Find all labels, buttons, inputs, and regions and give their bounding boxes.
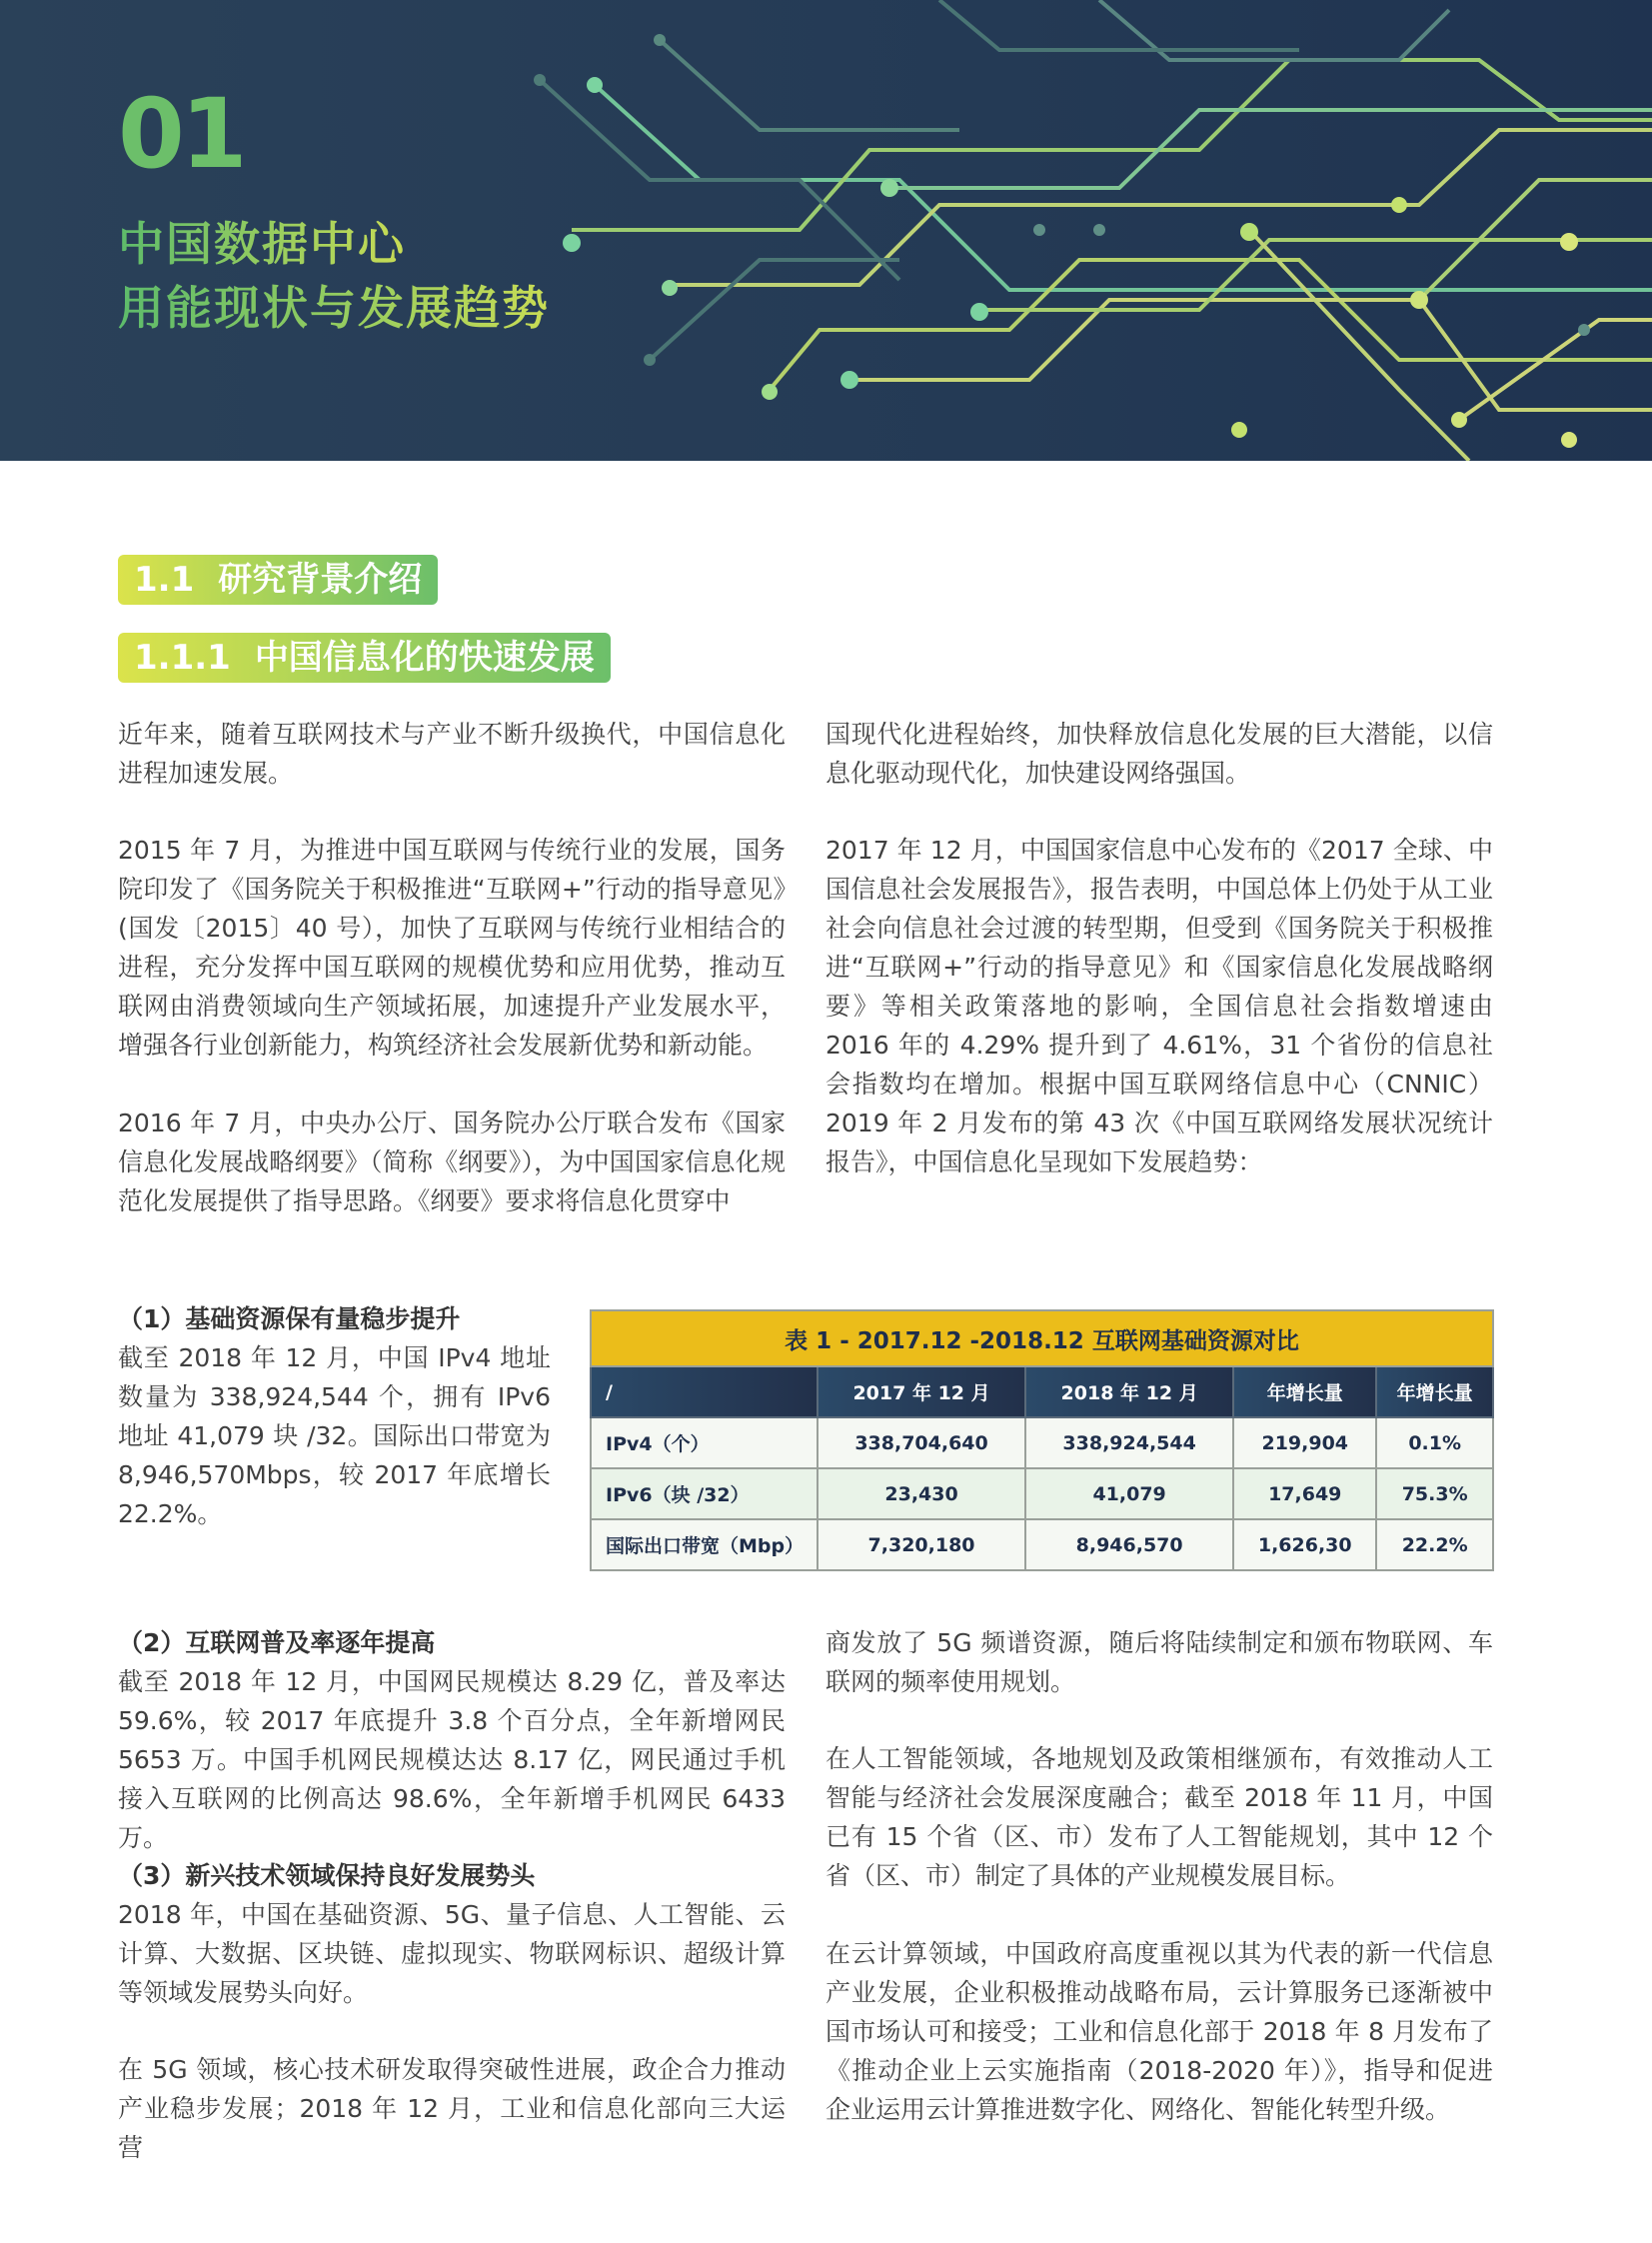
chapter-title-line1: 中国数据中心 bbox=[118, 208, 406, 274]
table-cell: IPv4（个） bbox=[591, 1417, 818, 1468]
trend2-heading: （2）互联网普及率逐年提高 bbox=[118, 1628, 436, 1657]
section-badge-1-1-1 bbox=[118, 633, 611, 683]
left-paragraph-2: 2015 年 7 月，为推进中国互联网与传统行业的发展，国务院印发了《国务院关于积极推进“互联网+”行动的指导意见》(国发〔2015〕40 号），加快了互联网与传统行业相结合的进程，充分发挥中国互联网的规模优势和应用优势，推动互联网由消费领域向生产领域拓展，加速提升产业发展水平，增强各行业创新能力，构筑经济社会发展新优势和新动能。 bbox=[118, 836, 786, 1060]
right-paragraph-2: 2017 年 12 月，中国国家信息中心发布的《2017 全球、中国信息社会发展报告》，报告表明，中国总体上仍处于从工业社会向信息社会过渡的转型期，但受到《国务院关于积极推进“互联网+”行动的指导意见》和《国家信息化发展战略纲要》等相关政策落地的影响，全国信息社会指数增速由 2016 年的 4.29% 提升到了 4.61%，31 个省份的信息社会指数均在增加。根据中国互联网络信息中心（CNNIC）2019 年 2 月发布的第 43 次《中国互联网络发展状况统计报告》，中国信息化呈现如下发展趋势： bbox=[826, 836, 1493, 1176]
table-cell: 国际出口带宽（Mbp） bbox=[591, 1519, 818, 1570]
chapter-header bbox=[0, 0, 1652, 461]
cloud-paragraph: 在云计算领域，中国政府高度重视以其为代表的新一代信息产业发展，企业积极推动战略布局，云计算服务已逐渐被中国市场认可和接受；工业和信息化部于 2018 年 8 月发布了《推动企业上云实施指南（2018-2020 年）》，指导和促进企业运用云计算推进数字化、网络化、智能化转型升级。 bbox=[826, 1939, 1493, 2124]
table-cell: 7,320,180 bbox=[818, 1519, 1025, 1570]
section-title: 中国信息化的快速发展 bbox=[254, 638, 595, 678]
table-cell: 1,626,30 bbox=[1233, 1519, 1376, 1570]
left-paragraph-3: 2016 年 7 月，中央办公厅、国务院办公厅联合发布《国家信息化发展战略纲要》（简称《纲要》），为中国国家信息化规范化发展提供了指导思路。《纲要》要求将信息化贯穿中 bbox=[118, 1109, 786, 1215]
trend3-text: 2018 年，中国在基础资源、5G、量子信息、人工智能、云计算、大数据、区块链、虚拟现实、物联网标识、超级计算等领域发展势头向好。 bbox=[118, 1900, 786, 2007]
section-number: 1.1.1 bbox=[134, 638, 231, 678]
trend1-text: 截至 2018 年 12 月，中国 IPv4 地址数量为 338,924,544 个，拥有 IPv6 地址 41,079 块 /32。国际出口带宽为 8,946,570Mbps，较 2017 年底增长 22.2%。 bbox=[118, 1343, 551, 1528]
table-header: / bbox=[591, 1366, 818, 1417]
table-cell: 0.1% bbox=[1376, 1417, 1493, 1468]
table-cell: 338,924,544 bbox=[1025, 1417, 1233, 1468]
table-cell: 338,704,640 bbox=[818, 1417, 1025, 1468]
section-title: 研究背景介绍 bbox=[218, 560, 423, 600]
5g-paragraph: 在 5G 领域，核心技术研发取得突破性进展，政企合力推动产业稳步发展；2018 年 12 月，工业和信息化部向三大运营 bbox=[118, 2055, 786, 2162]
section-number: 1.1 bbox=[134, 560, 195, 600]
table-header: 2017 年 12 月 bbox=[818, 1366, 1025, 1417]
table-header: 2018 年 12 月 bbox=[1025, 1366, 1233, 1417]
table-cell: 23,430 bbox=[818, 1468, 1025, 1519]
table-cell: 219,904 bbox=[1233, 1417, 1376, 1468]
table-cell: 41,079 bbox=[1025, 1468, 1233, 1519]
right2-paragraph-1: 商发放了 5G 频谱资源，随后将陆续制定和颁布物联网、车联网的频率使用规划。 bbox=[826, 1628, 1493, 1696]
chapter-number: 01 bbox=[118, 78, 244, 190]
table-cell: 17,649 bbox=[1233, 1468, 1376, 1519]
left-paragraph-1: 近年来，随着互联网技术与产业不断升级换代，中国信息化进程加速发展。 bbox=[118, 720, 786, 788]
table-caption: 表 1 - 2017.12 -2018.12 互联网基础资源对比 bbox=[591, 1310, 1493, 1366]
right-paragraph-1: 国现代化进程始终，加快释放信息化发展的巨大潜能，以信息化驱动现代化，加快建设网络强国。 bbox=[826, 720, 1493, 788]
resource-comparison-table bbox=[590, 1309, 1494, 1571]
table-row bbox=[591, 1417, 1493, 1468]
table-cell: 8,946,570 bbox=[1025, 1519, 1233, 1570]
table-row bbox=[591, 1468, 1493, 1519]
trend1-heading: （1）基础资源保有量稳步提升 bbox=[118, 1304, 461, 1333]
table-header: 年增长量 bbox=[1233, 1366, 1376, 1417]
trend3-heading: （3）新兴技术领域保持良好发展势头 bbox=[118, 1861, 536, 1890]
table-cell: IPv6（块 /32） bbox=[591, 1468, 818, 1519]
table-header: 年增长量 bbox=[1376, 1366, 1493, 1417]
section-badge-1-1 bbox=[118, 555, 438, 605]
table-cell: 75.3% bbox=[1376, 1468, 1493, 1519]
trend2-text: 截至 2018 年 12 月，中国网民规模达 8.29 亿，普及率达 59.6%，较 2017 年底提升 3.8 个百分点，全年新增网民 5653 万。中国手机网民规模达达 8.17 亿，网民通过手机接入互联网的比例高达 98.6%，全年新增手机网民 6433 万。 bbox=[118, 1667, 786, 1852]
table-cell: 22.2% bbox=[1376, 1519, 1493, 1570]
ai-paragraph: 在人工智能领域，各地规划及政策相继颁布，有效推动人工智能与经济社会发展深度融合；截至 2018 年 11 月，中国已有 15 个省（区、市）发布了人工智能规划，其中 12 个省（区、市）制定了具体的产业规模发展目标。 bbox=[826, 1744, 1493, 1890]
table-row bbox=[591, 1519, 1493, 1570]
chapter-title-line2: 用能现状与发展趋势 bbox=[118, 272, 550, 338]
